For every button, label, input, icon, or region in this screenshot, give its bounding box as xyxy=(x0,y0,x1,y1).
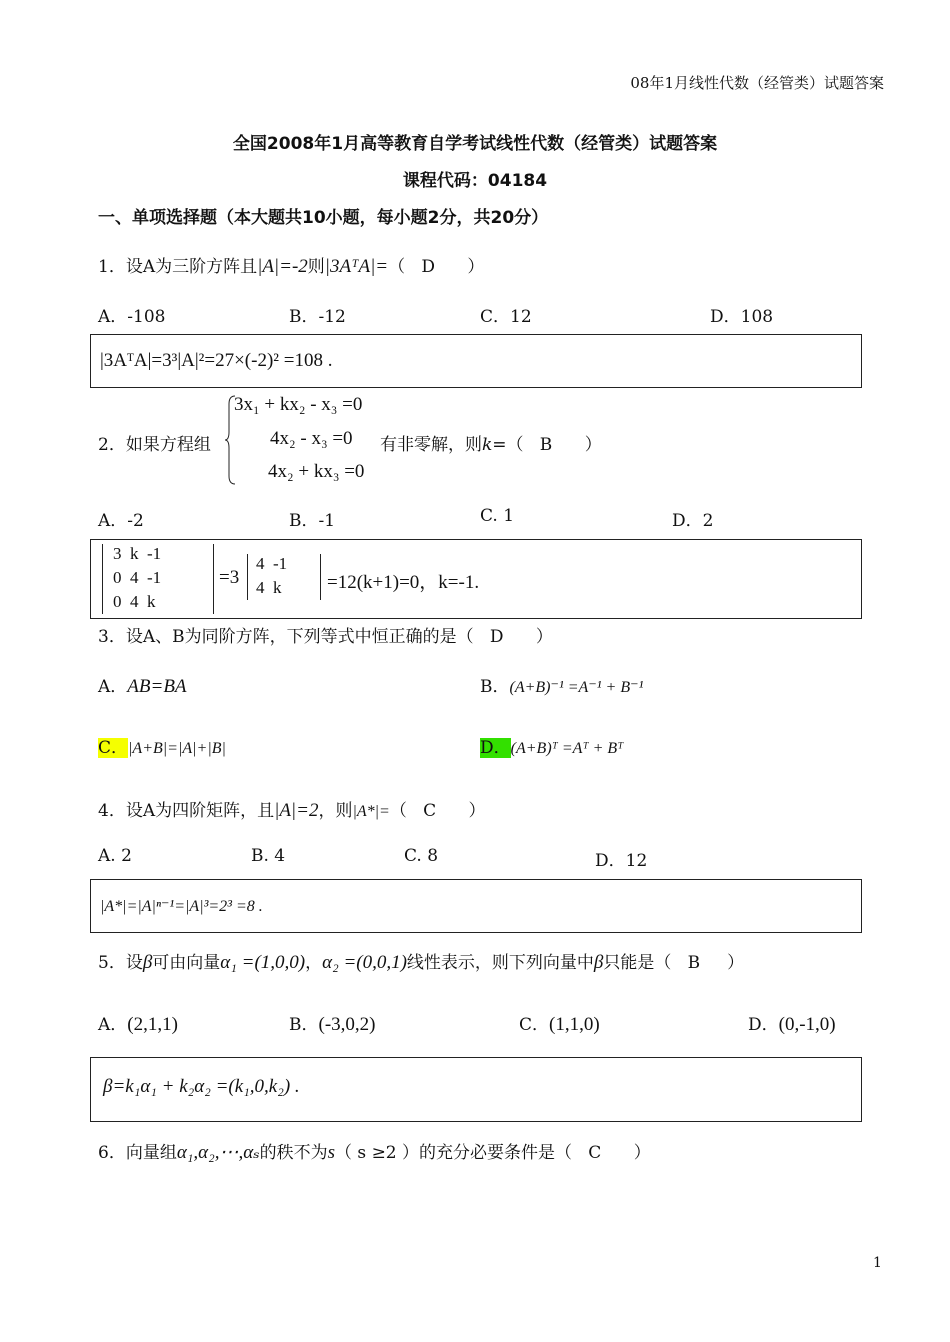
q5-solution-box xyxy=(90,1057,862,1122)
q1-expr: |3AᵀA|= xyxy=(324,256,389,277)
q3-opt-b-label: B． xyxy=(480,677,510,697)
q4-option-a: A. 2 xyxy=(98,846,132,866)
q1-option-d: D．108 xyxy=(710,307,774,327)
q4-blank-close: ） xyxy=(468,801,486,821)
q1-option-a: A．-108 xyxy=(98,307,166,327)
q1-blank-close: ） xyxy=(467,257,485,277)
q5-opt-d-vec: (0,-1,0) xyxy=(778,1014,836,1035)
q1-det: |A|=-2 xyxy=(257,256,308,277)
q2-stem-b: 有非零解，则 xyxy=(380,435,482,455)
q3-blank-close: ） xyxy=(535,627,553,647)
q5-opt-c-vec: (1,1,0) xyxy=(549,1014,600,1035)
q2-stem-a: 2．如果方程组 xyxy=(98,435,211,455)
q5-alpha2: α₂ =(0,0,1) xyxy=(322,952,407,973)
q1-option-c: C．12 xyxy=(480,307,532,327)
q2-brace-icon xyxy=(224,394,236,486)
q2-equation-3: 4x₂ + kx₃ =0 xyxy=(268,461,365,482)
q5-stem-d: 只能是（ xyxy=(603,953,672,973)
q1-blank-open: （ xyxy=(388,257,406,277)
q4-answer: C xyxy=(423,801,437,821)
q6-stem-c: 的充分必要条件是（ xyxy=(419,1143,573,1163)
question-3 xyxy=(98,622,553,647)
q5-opt-a-vec: (2,1,1) xyxy=(127,1014,178,1035)
q2-matrix-2x2 xyxy=(247,554,321,600)
q5-option-c xyxy=(519,1010,600,1036)
q2-equation-1: 3x₁ + kx₂ - x₃ =0 xyxy=(234,394,363,415)
question-4 xyxy=(98,796,486,822)
q6-stem-a: 6．向量组 xyxy=(98,1143,177,1163)
q5-stem-c: 线性表示，则下列向量中 xyxy=(406,953,594,973)
document-title: 全国2008年1月高等教育自学考试线性代数（经管类）试题答案 xyxy=(232,134,718,154)
q4-stem-a: 4．设A为四阶矩阵，且 xyxy=(98,801,275,821)
question-6 xyxy=(98,1138,651,1164)
q2-option-c: C. 1 xyxy=(480,506,515,526)
q5-opt-b-label: B． xyxy=(289,1015,319,1035)
q5-blank-close: ） xyxy=(727,953,745,973)
q2-option-a: A．-2 xyxy=(98,511,144,531)
q3-opt-a-label: A． xyxy=(98,677,128,697)
q4-solution-box xyxy=(90,879,862,933)
q2-m1-row2: 0 4 -1 xyxy=(113,568,162,587)
q3-opt-d-label: D． xyxy=(480,738,511,758)
page-number: 1 xyxy=(873,1255,882,1271)
q2-sol-eq: =3 xyxy=(219,567,240,588)
q6-answer: C xyxy=(588,1143,602,1163)
q5-solution: β=k₁α₁ + k₂α₂ =(k₁,0,k₂) . xyxy=(103,1076,300,1097)
q2-equation-2: 4x₂ - x₃ =0 xyxy=(270,428,353,449)
q3-option-c xyxy=(98,733,226,758)
q1-stem-a: 1．设A为三阶方阵且 xyxy=(98,257,258,277)
q2-answer: B xyxy=(539,435,553,455)
q5-answer: B xyxy=(687,953,701,973)
q2-m1-row3: 0 4 k xyxy=(113,592,156,611)
q2-m1-row1: 3 k -1 xyxy=(113,544,162,563)
question-5 xyxy=(98,948,744,974)
q4-stem-b: ，则 xyxy=(318,801,353,821)
question-2-tail xyxy=(380,430,602,455)
q3-stem: 3．设A、B为同阶方阵，下列等式中恒正确的是（ xyxy=(98,627,474,647)
q2-matrix-3x3 xyxy=(102,544,214,614)
q5-opt-b-vec: (-3,0,2) xyxy=(318,1014,376,1035)
q5-option-b xyxy=(289,1010,375,1036)
q5-opt-c-label: C． xyxy=(519,1015,550,1035)
q6-condition: （ s ≥2 ） xyxy=(335,1143,420,1163)
q6-vectors: α₁,α₂,⋯,αₛ xyxy=(176,1142,260,1163)
q3-opt-c-label: C． xyxy=(98,738,129,758)
q3-option-b xyxy=(480,672,643,697)
q5-stem-a: 5．设 xyxy=(98,953,143,973)
q5-comma: ， xyxy=(305,953,323,973)
q5-beta-2: β xyxy=(593,952,604,973)
q3-answer: D xyxy=(489,627,504,647)
q6-stem-b: 的秩不为 xyxy=(259,1143,328,1163)
q1-option-b: B．-12 xyxy=(289,307,346,327)
q2-sol-tail: =12(k+1)=0，k=-1. xyxy=(327,572,480,593)
q5-opt-a-label: A． xyxy=(98,1015,128,1035)
q5-option-d xyxy=(748,1010,836,1036)
q5-opt-d-label: D． xyxy=(748,1015,779,1035)
q1-answer: D xyxy=(421,257,435,277)
q5-option-a xyxy=(98,1010,178,1036)
section-heading: 一、单项选择题（本大题共10小题，每小题2分，共20分） xyxy=(98,208,549,228)
q3-opt-b-formula: (A+B)⁻¹ =A⁻¹ + B⁻¹ xyxy=(509,679,644,696)
q3-opt-a-formula: AB=BA xyxy=(127,676,187,697)
q2-k: k= xyxy=(482,435,507,455)
q4-solution: |A*|=|A|ⁿ⁻¹=|A|³=2³ =8 . xyxy=(100,898,263,915)
q4-option-b: B. 4 xyxy=(251,846,286,866)
q6-s: s xyxy=(327,1142,336,1163)
q5-stem-b: 可由向量 xyxy=(152,953,221,973)
q2-m2-row2: 4 k xyxy=(256,578,282,597)
course-code: 课程代码：04184 xyxy=(402,171,548,191)
q5-alpha1: α₁ =(1,0,0) xyxy=(220,952,306,973)
q2-solution-box xyxy=(90,539,862,619)
q3-option-a xyxy=(98,672,187,698)
q1-solution-box xyxy=(90,334,862,388)
q4-det: |A|=2 xyxy=(274,800,319,821)
running-header: 08年1月线性代数（经管类）试题答案 xyxy=(630,74,884,92)
q4-expr: |A*|= xyxy=(352,803,390,820)
q4-option-c: C. 8 xyxy=(404,846,439,866)
q2-blank-close: ） xyxy=(584,435,602,455)
q4-option-d: D．12 xyxy=(595,851,648,871)
q6-blank-close: ） xyxy=(633,1143,651,1163)
q3-opt-c-formula: |A+B|=|A|+|B| xyxy=(128,740,226,757)
q4-blank-open: （ xyxy=(389,801,407,821)
q2-m2-row1: 4 -1 xyxy=(256,554,288,573)
q1-solution: |3AᵀA|=3³|A|²=27×(-2)² =108 . xyxy=(100,350,333,371)
q2-option-d: D．2 xyxy=(672,511,714,531)
q5-beta: β xyxy=(142,952,153,973)
q2-option-b: B．-1 xyxy=(289,511,336,531)
q1-stem-b: 则 xyxy=(307,257,325,277)
q3-option-d xyxy=(480,733,623,758)
question-1 xyxy=(98,252,484,278)
q3-opt-d-formula: (A+B)ᵀ =Aᵀ + Bᵀ xyxy=(510,740,624,757)
q2-blank-open: （ xyxy=(506,435,524,455)
